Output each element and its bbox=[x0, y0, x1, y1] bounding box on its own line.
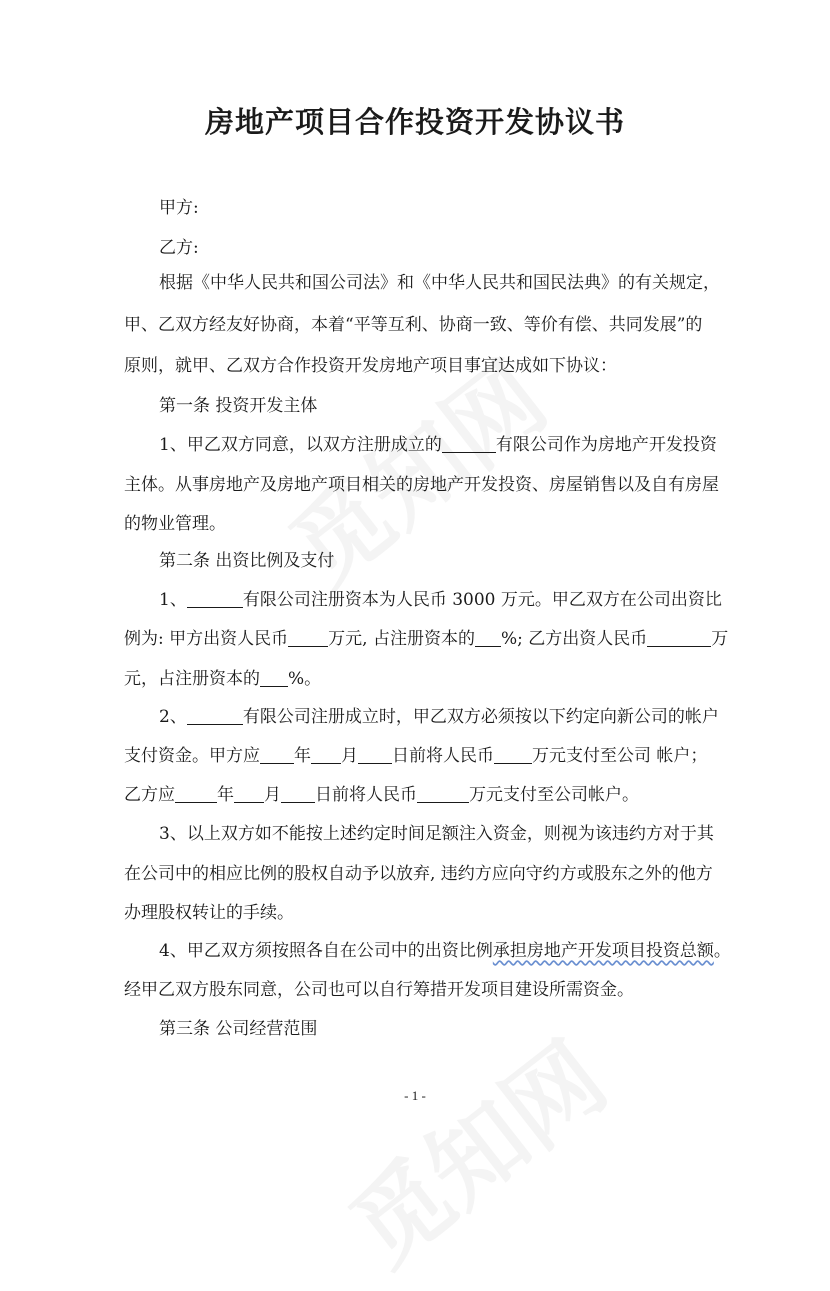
page-number: - 1 - bbox=[404, 1088, 426, 1103]
blank-field bbox=[358, 746, 392, 764]
article-2-clause-3: 办理股权转让的手续。 bbox=[124, 903, 294, 923]
article-2-heading: 第二条 出资比例及支付 bbox=[159, 551, 335, 571]
party-a-label: 甲方: bbox=[159, 198, 199, 218]
blank-field bbox=[234, 785, 264, 803]
blank-field bbox=[475, 629, 501, 647]
article-3-heading: 第三条 公司经营范围 bbox=[159, 1019, 318, 1039]
blank-field bbox=[311, 746, 341, 764]
article-2-clause-4: 经甲乙双方股东同意，公司也可以自行筹措开发项目建设所需资金。 bbox=[124, 980, 634, 1000]
article-1-heading: 第一条 投资开发主体 bbox=[159, 396, 318, 416]
document-title: 房地产项目合作投资开发协议书 bbox=[204, 105, 625, 139]
article-1-paragraph: 主体。从事房地产及房地产项目相关的房地产开发投资、房屋销售以及自有房屋 bbox=[124, 475, 719, 495]
article-2-clause-2: 支付资金。甲方应 年 月 日前将人民币 万元支付至公司 帐户； bbox=[124, 746, 708, 766]
blank-field bbox=[647, 629, 711, 647]
blank-field bbox=[442, 435, 496, 453]
blank-field bbox=[288, 629, 328, 647]
blank-field bbox=[260, 746, 294, 764]
intro-line: 根据《中华人民共和国公司法》和《中华人民共和国民法典》的有关规定， bbox=[159, 273, 720, 293]
party-b-label: 乙方: bbox=[159, 238, 199, 258]
blank-field bbox=[187, 707, 243, 725]
blank-field bbox=[175, 785, 217, 803]
watermark bbox=[318, 1006, 629, 1291]
spellcheck-underline: 承担房地产开发项目投资总额 bbox=[492, 941, 714, 961]
article-2-clause-3: 在公司中的相应比例的股权自动予以放弃, 违约方应向守约方或股东之外的他方 bbox=[124, 864, 713, 884]
blank-field bbox=[281, 785, 315, 803]
blank-field bbox=[417, 785, 469, 803]
intro-line: 原则，就甲、乙双方合作投资开发房地产项目事宜达成如下协议： bbox=[124, 356, 617, 376]
article-2-clause-3: 3、以上双方如不能按上述约定时间足额注入资金，则视为该违约方对于其 bbox=[159, 824, 714, 844]
blank-field bbox=[260, 669, 288, 687]
article-1-paragraph: 的物业管理。 bbox=[124, 514, 226, 534]
intro-line: 甲、乙双方经友好协商，本着“平等互利、协商一致、等价有偿、共同发展”的 bbox=[124, 315, 703, 335]
article-2-clause-2: 乙方应 年 月 日前将人民币 万元支付至公司帐户。 bbox=[124, 785, 639, 805]
article-2-clause-1: 元，占注册资本的 %。 bbox=[124, 669, 322, 689]
article-2-clause-4: 4、甲乙双方须按照各自在公司中的出资比例承担房地产开发项目投资总额。 bbox=[159, 941, 731, 961]
blank-field bbox=[187, 590, 243, 608]
article-2-clause-1: 例为: 甲方出资人民币 万元, 占注册资本的 %; 乙方出资人民币 万 bbox=[124, 629, 729, 649]
article-1-paragraph: 1、甲乙双方同意，以双方注册成立的 有限公司作为房地产开发投资 bbox=[159, 435, 717, 455]
blank-field bbox=[494, 746, 532, 764]
article-2-clause-1: 1、 有限公司注册资本为人民币 3000 万元。甲乙双方在公司出资比 bbox=[159, 590, 722, 610]
article-2-clause-2: 2、 有限公司注册成立时，甲乙双方必须按以下约定向新公司的帐户 bbox=[159, 707, 719, 727]
